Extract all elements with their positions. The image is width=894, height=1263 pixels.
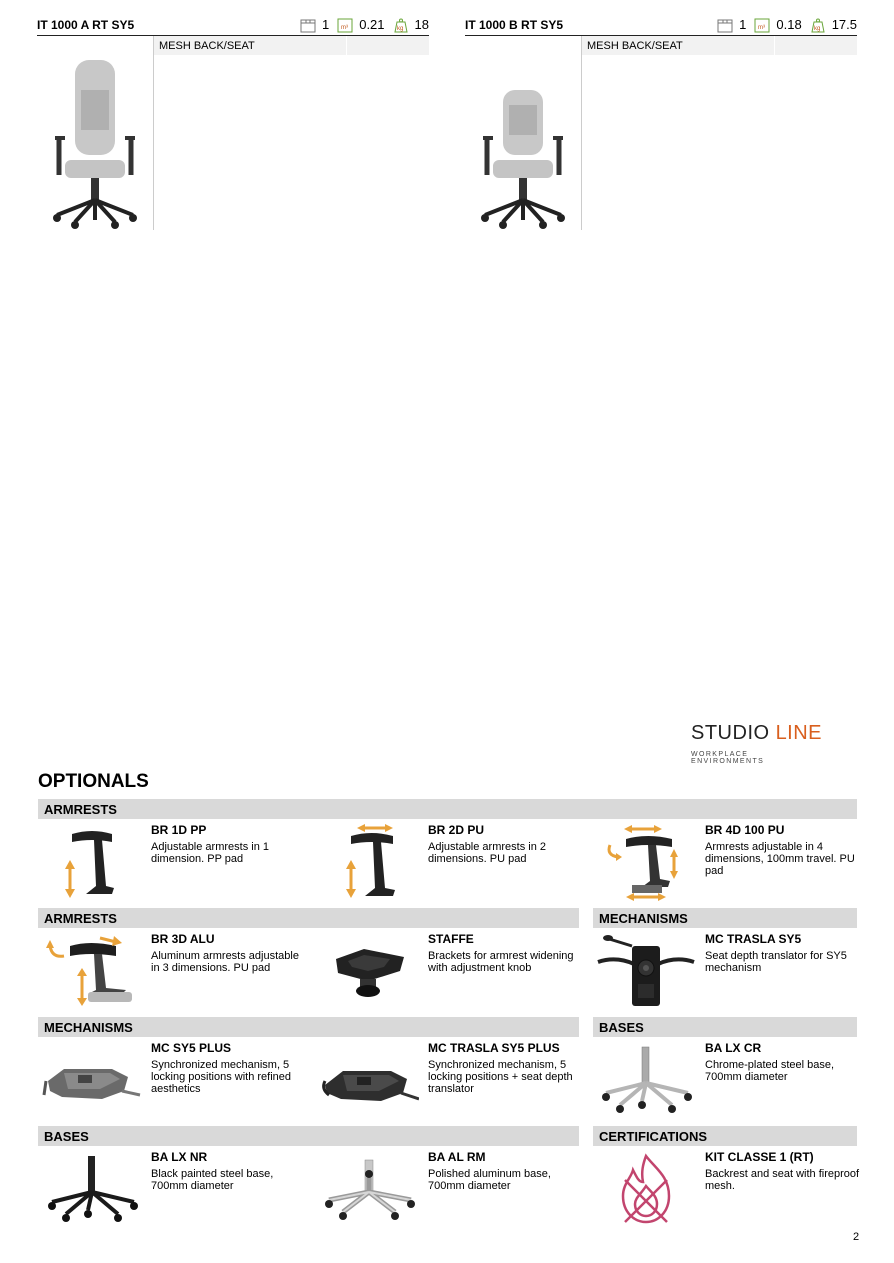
product-image: [465, 36, 582, 230]
spec-volume: m³ 0.18: [754, 17, 801, 33]
optional-item-ba-lx-cr: [592, 1039, 864, 1125]
optional-item-kit-classe-1: [592, 1148, 864, 1234]
optional-code: MC SY5 PLUS: [151, 1041, 232, 1055]
section-band-mechanisms: MECHANISMS: [38, 1017, 579, 1037]
office-chair-high-back-illustration: [45, 50, 145, 230]
logo-tagline: WORKPLACE ENVIRONMENTS: [691, 751, 765, 765]
product-description-row: [154, 36, 429, 56]
section-band-bases: BASES: [593, 1017, 857, 1037]
black-base-illustration: [38, 1148, 146, 1232]
optional-code: BA LX CR: [705, 1041, 762, 1055]
optional-description: Aluminum armrests adjustable in 3 dimensions. PU pad: [151, 950, 299, 974]
optional-code: BR 1D PP: [151, 823, 207, 837]
box-icon: [300, 17, 316, 33]
optional-item-mc-trasla-sy5: [592, 930, 864, 1016]
kg-icon: [393, 17, 409, 33]
optional-item-ba-lx-nr: [38, 1148, 310, 1234]
kg-icon: [810, 17, 826, 33]
synchronized-translator-mechanism-illustration: [315, 1039, 423, 1123]
optional-item-staffe: [315, 930, 587, 1016]
optional-code: BA LX NR: [151, 1150, 208, 1164]
product-description-row: [582, 36, 857, 56]
aluminum-base-illustration: [315, 1148, 423, 1232]
optional-description: Chrome-plated steel base, 700mm diameter: [705, 1059, 835, 1083]
spec-boxes: 1: [717, 17, 746, 33]
box-icon: [717, 17, 733, 33]
optional-code: BR 2D PU: [428, 823, 485, 837]
optional-item-mc-trasla-sy5-plus: [315, 1039, 587, 1125]
product-card-2: [465, 14, 857, 230]
spec-weight: kg 17.5: [810, 17, 857, 33]
logo-part-b: LINE: [775, 721, 823, 744]
optional-description: Backrest and seat with fireproof mesh.: [705, 1168, 860, 1192]
optional-description: Seat depth translator for SY5 mechanism: [705, 950, 847, 974]
section-band-mechanisms: MECHANISMS: [593, 908, 857, 928]
optionals-title: OPTIONALS: [38, 771, 149, 792]
armrest-4d-illustration: [592, 821, 700, 905]
optional-description: Armrests adjustable in 4 dimensions, 100mm travel. PU pad: [705, 841, 855, 877]
seat-translator-mechanism-illustration: [592, 930, 700, 1014]
product-description: MESH BACK/SEAT: [154, 36, 347, 55]
logo-part-a: STUDIO: [691, 721, 770, 744]
section-band-certifications: CERTIFICATIONS: [593, 1126, 857, 1146]
optional-code: MC TRASLA SY5 PLUS: [428, 1041, 560, 1055]
armrest-bracket-illustration: [315, 930, 423, 1014]
optional-item-br-3d-alu: [38, 930, 310, 1016]
optional-code: BR 4D 100 PU: [705, 823, 785, 837]
product-header: [37, 14, 429, 36]
optional-item-mc-sy5-plus: [38, 1039, 310, 1125]
section-band-armrests: ARMRESTS: [38, 799, 857, 819]
optional-code: MC TRASLA SY5: [705, 932, 802, 946]
armrest-1d-illustration: [38, 821, 146, 905]
optional-description: Brackets for armrest widening with adjustment knob: [428, 950, 574, 974]
optional-description: Black painted steel base, 700mm diameter: [151, 1168, 274, 1192]
product-header: [465, 14, 857, 36]
optional-code: BA AL RM: [428, 1150, 486, 1164]
svg-text:m³: m³: [341, 24, 349, 31]
optional-code: KIT CLASSE 1 (RT): [705, 1150, 814, 1164]
section-band-bases: BASES: [38, 1126, 579, 1146]
optional-item-br-1d-pp: [38, 821, 310, 907]
armrest-3d-aluminum-illustration: [38, 930, 146, 1014]
optional-description: Adjustable armrests in 2 dimensions. PU pad: [428, 841, 546, 865]
optional-description: Synchronized mechanism, 5 locking positions + seat depth translator: [428, 1059, 573, 1095]
product-code: IT 1000 B RT SY5: [465, 17, 564, 32]
spec-volume: m³ 0.21: [337, 17, 384, 33]
spec-weight: kg 18: [393, 17, 429, 33]
product-description: MESH BACK/SEAT: [582, 36, 775, 55]
spec-boxes: 1: [300, 17, 329, 33]
svg-text:kg: kg: [396, 25, 403, 32]
optional-description: Polished aluminum base, 700mm diameter: [428, 1168, 551, 1192]
m3-icon: [754, 17, 770, 33]
studioline-logo: [691, 719, 823, 765]
page-number: 2: [853, 1231, 860, 1243]
optional-description: Synchronized mechanism, 5 locking positions with refined aesthetics: [151, 1059, 292, 1095]
optional-description: Adjustable armrests in 1 dimension. PP pad: [151, 841, 269, 865]
product-card-1: [37, 14, 429, 230]
svg-text:m³: m³: [758, 24, 766, 31]
optional-item-ba-al-rm: [315, 1148, 587, 1234]
fireproof-certification-icon: [592, 1148, 700, 1232]
m3-icon: [337, 17, 353, 33]
svg-text:kg: kg: [813, 25, 821, 32]
optional-code: STAFFE: [428, 932, 474, 946]
optional-item-br-2d-pu: [315, 821, 587, 907]
armrest-2d-illustration: [315, 821, 423, 905]
section-band-armrests: ARMRESTS: [38, 908, 579, 928]
product-code: IT 1000 A RT SY5: [37, 17, 135, 32]
chrome-base-illustration: [592, 1039, 700, 1123]
optional-code: BR 3D ALU: [151, 932, 215, 946]
office-chair-medium-back-illustration: [473, 50, 573, 230]
product-image: [37, 36, 154, 230]
optional-item-br-4d-100-pu: [592, 821, 864, 907]
synchronized-mechanism-illustration: [38, 1039, 146, 1123]
